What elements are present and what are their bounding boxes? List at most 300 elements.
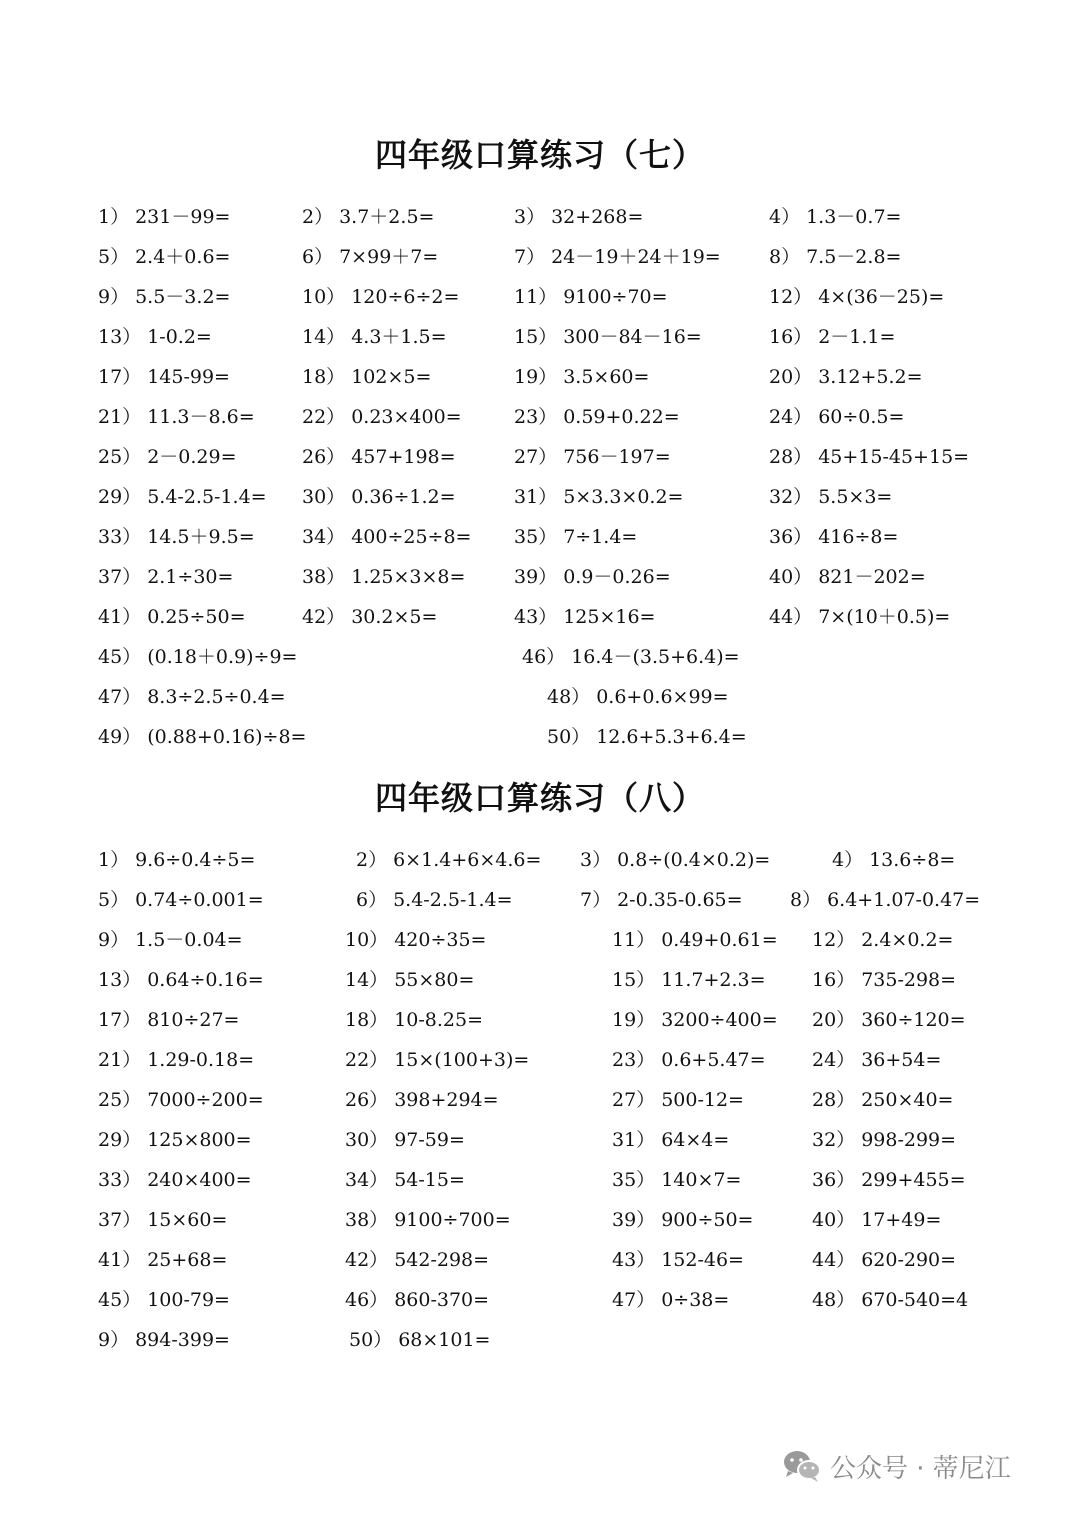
exercise-number: 43） bbox=[612, 1249, 656, 1271]
exercise-number: 40） bbox=[769, 566, 813, 588]
exercise-expression: 54-15= bbox=[394, 1169, 465, 1191]
exercise-number: 28） bbox=[769, 446, 813, 468]
exercise-item bbox=[98, 325, 212, 349]
exercise-item bbox=[302, 485, 456, 509]
exercise-expression: 810÷27= bbox=[147, 1009, 240, 1031]
exercise-number: 50） bbox=[349, 1329, 393, 1351]
exercise-number: 2） bbox=[302, 206, 334, 228]
exercise-expression: 36+54= bbox=[861, 1049, 942, 1071]
exercise-expression: 2.1÷30= bbox=[147, 566, 234, 588]
exercise-item bbox=[514, 205, 643, 229]
exercise-item bbox=[547, 685, 729, 709]
exercise-item bbox=[812, 1088, 953, 1112]
exercise-expression: 0.25÷50= bbox=[147, 606, 246, 628]
exercise-expression: 12.6+5.3+6.4= bbox=[596, 726, 747, 748]
exercise-expression: 670-540=4 bbox=[861, 1289, 969, 1311]
exercise-expression: 542-298= bbox=[394, 1249, 490, 1271]
exercise-item bbox=[98, 485, 267, 509]
exercise-item bbox=[98, 1328, 230, 1352]
exercise-item bbox=[356, 848, 541, 872]
exercise-item bbox=[812, 1008, 966, 1032]
section-title-8: 四年级口算练习（八） bbox=[374, 779, 705, 817]
exercise-item bbox=[98, 605, 246, 629]
exercise-number: 16） bbox=[812, 969, 856, 991]
exercise-expression: 5.4-2.5-1.4= bbox=[393, 889, 513, 911]
exercise-expression: 120÷6÷2= bbox=[351, 286, 460, 308]
exercise-number: 8） bbox=[769, 246, 801, 268]
exercise-item bbox=[514, 485, 683, 509]
exercise-item bbox=[812, 1128, 956, 1152]
exercise-number: 3） bbox=[580, 849, 612, 871]
exercise-number: 22） bbox=[302, 406, 346, 428]
exercise-item bbox=[98, 928, 243, 952]
exercise-expression: 231－99= bbox=[135, 206, 231, 228]
exercise-number: 38） bbox=[345, 1209, 389, 1231]
exercise-expression: 145-99= bbox=[147, 366, 230, 388]
exercise-item bbox=[98, 405, 255, 429]
exercise-expression: 55×80= bbox=[394, 969, 475, 991]
exercise-expression: 30.2×5= bbox=[351, 606, 438, 628]
exercise-item bbox=[514, 245, 721, 269]
exercise-item bbox=[514, 285, 668, 309]
exercise-item bbox=[514, 405, 680, 429]
exercise-item bbox=[812, 928, 953, 952]
exercise-item bbox=[302, 325, 447, 349]
exercise-item bbox=[98, 968, 264, 992]
exercise-item bbox=[302, 285, 459, 309]
exercise-number: 32） bbox=[812, 1129, 856, 1151]
exercise-expression: 860-370= bbox=[394, 1289, 490, 1311]
exercise-number: 20） bbox=[812, 1009, 856, 1031]
exercise-expression: 32+268= bbox=[551, 206, 644, 228]
exercise-expression: 400÷25÷8= bbox=[351, 526, 472, 548]
exercise-item bbox=[345, 968, 474, 992]
exercise-expression: 97-59= bbox=[394, 1129, 465, 1151]
exercise-item bbox=[98, 685, 286, 709]
exercise-number: 46） bbox=[522, 646, 566, 668]
exercise-item bbox=[345, 1008, 483, 1032]
exercise-item bbox=[98, 565, 233, 589]
exercise-expression: 60÷0.5= bbox=[818, 406, 905, 428]
exercise-item bbox=[302, 205, 434, 229]
exercise-expression: 5.4-2.5-1.4= bbox=[147, 486, 267, 508]
exercise-item bbox=[345, 1248, 489, 1272]
exercise-item bbox=[356, 888, 513, 912]
exercise-expression: 300－84－16= bbox=[563, 326, 702, 348]
exercise-number: 5） bbox=[98, 889, 130, 911]
exercise-number: 29） bbox=[98, 486, 142, 508]
exercise-item bbox=[302, 525, 471, 549]
exercise-number: 13） bbox=[98, 326, 142, 348]
exercise-expression: 250×40= bbox=[861, 1089, 954, 1111]
exercise-expression: 998-299= bbox=[861, 1129, 957, 1151]
exercise-expression: 3.12+5.2= bbox=[818, 366, 923, 388]
exercise-number: 34） bbox=[302, 526, 346, 548]
exercise-number: 11） bbox=[514, 286, 558, 308]
exercise-item bbox=[302, 565, 465, 589]
exercise-item bbox=[514, 525, 637, 549]
exercise-number: 31） bbox=[514, 486, 558, 508]
exercise-item bbox=[769, 565, 926, 589]
watermark-text: 公众号 · 蒂尼江 bbox=[830, 1453, 1011, 1484]
exercise-expression: 240×400= bbox=[147, 1169, 252, 1191]
exercise-number: 1） bbox=[98, 206, 130, 228]
exercise-expression: 5.5×3= bbox=[818, 486, 893, 508]
exercise-number: 4） bbox=[832, 849, 864, 871]
exercise-expression: 2－1.1= bbox=[818, 326, 896, 348]
exercise-item bbox=[98, 1168, 252, 1192]
exercise-item bbox=[98, 245, 230, 269]
exercise-item bbox=[349, 1328, 490, 1352]
exercise-number: 17） bbox=[98, 1009, 142, 1031]
exercise-expression: 125×800= bbox=[147, 1129, 252, 1151]
exercise-number: 31） bbox=[612, 1129, 656, 1151]
exercise-expression: 900÷50= bbox=[661, 1209, 754, 1231]
exercise-item bbox=[612, 1088, 744, 1112]
exercise-expression: 0.6+5.47= bbox=[661, 1049, 766, 1071]
exercise-item bbox=[514, 605, 655, 629]
exercise-expression: 457+198= bbox=[351, 446, 456, 468]
exercise-item bbox=[812, 1208, 941, 1232]
exercise-number: 13） bbox=[98, 969, 142, 991]
exercise-number: 48） bbox=[547, 686, 591, 708]
exercise-number: 21） bbox=[98, 406, 142, 428]
exercise-number: 23） bbox=[514, 406, 558, 428]
exercise-item bbox=[769, 405, 904, 429]
exercise-number: 1） bbox=[98, 849, 130, 871]
exercise-expression: 45+15-45+15= bbox=[818, 446, 970, 468]
exercise-expression: 756－197= bbox=[563, 446, 671, 468]
exercise-item bbox=[302, 365, 431, 389]
exercise-number: 14） bbox=[302, 326, 346, 348]
exercise-item bbox=[612, 1048, 766, 1072]
exercise-number: 33） bbox=[98, 1169, 142, 1191]
exercise-item bbox=[98, 1128, 252, 1152]
exercise-number: 38） bbox=[302, 566, 346, 588]
exercise-expression: 3.7＋2.5= bbox=[339, 206, 435, 228]
exercise-number: 27） bbox=[612, 1089, 656, 1111]
exercise-number: 23） bbox=[612, 1049, 656, 1071]
exercise-number: 44） bbox=[812, 1249, 856, 1271]
exercise-item bbox=[98, 1088, 264, 1112]
exercise-item bbox=[302, 605, 437, 629]
exercise-expression: 0.23×400= bbox=[351, 406, 462, 428]
exercise-number: 24） bbox=[769, 406, 813, 428]
exercise-expression: 1.5－0.04= bbox=[135, 929, 243, 951]
exercise-expression: 0÷38= bbox=[661, 1289, 730, 1311]
exercise-number: 43） bbox=[514, 606, 558, 628]
exercise-number: 26） bbox=[345, 1089, 389, 1111]
exercise-expression: 11.3－8.6= bbox=[147, 406, 255, 428]
exercise-item bbox=[612, 1128, 729, 1152]
exercise-expression: 10-8.25= bbox=[394, 1009, 484, 1031]
exercise-expression: 0.6+0.6×99= bbox=[596, 686, 729, 708]
exercise-expression: 1.25×3×8= bbox=[351, 566, 466, 588]
exercise-expression: 0.8÷(0.4×0.2)= bbox=[617, 849, 771, 871]
exercise-expression: 16.4－(3.5+6.4)= bbox=[571, 646, 740, 668]
exercise-number: 37） bbox=[98, 566, 142, 588]
exercise-expression: 3200÷400= bbox=[661, 1009, 778, 1031]
exercise-number: 14） bbox=[345, 969, 389, 991]
exercise-number: 6） bbox=[356, 889, 388, 911]
exercise-number: 35） bbox=[514, 526, 558, 548]
exercise-expression: 0.74÷0.001= bbox=[135, 889, 264, 911]
exercise-expression: 15×(100+3)= bbox=[394, 1049, 530, 1071]
exercise-number: 30） bbox=[345, 1129, 389, 1151]
exercise-number: 19） bbox=[514, 366, 558, 388]
exercise-item bbox=[98, 1288, 230, 1312]
exercise-number: 10） bbox=[345, 929, 389, 951]
exercise-expression: 125×16= bbox=[563, 606, 656, 628]
exercise-expression: 5.5－3.2= bbox=[135, 286, 231, 308]
exercise-item bbox=[769, 445, 969, 469]
exercise-item bbox=[98, 205, 230, 229]
exercise-expression: 821－202= bbox=[818, 566, 926, 588]
exercise-item bbox=[345, 1048, 529, 1072]
exercise-number: 40） bbox=[812, 1209, 856, 1231]
exercise-expression: 0.36÷1.2= bbox=[351, 486, 456, 508]
exercise-expression: 4.3＋1.5= bbox=[351, 326, 447, 348]
exercise-expression: 2-0.35-0.65= bbox=[617, 889, 743, 911]
exercise-number: 19） bbox=[612, 1009, 656, 1031]
exercise-number: 45） bbox=[98, 1289, 142, 1311]
exercise-number: 44） bbox=[769, 606, 813, 628]
exercise-number: 33） bbox=[98, 526, 142, 548]
exercise-expression: 1.29-0.18= bbox=[147, 1049, 255, 1071]
exercise-item bbox=[547, 725, 747, 749]
exercise-item bbox=[514, 565, 671, 589]
exercise-number: 24） bbox=[812, 1049, 856, 1071]
exercise-expression: 64×4= bbox=[661, 1129, 730, 1151]
exercise-expression: 17+49= bbox=[861, 1209, 942, 1231]
exercise-item bbox=[345, 1088, 499, 1112]
exercise-expression: 9100÷700= bbox=[394, 1209, 511, 1231]
exercise-item bbox=[345, 928, 486, 952]
exercise-expression: 299+455= bbox=[861, 1169, 966, 1191]
exercise-expression: 735-298= bbox=[861, 969, 957, 991]
exercise-expression: 25+68= bbox=[147, 1249, 228, 1271]
exercise-expression: 1-0.2= bbox=[147, 326, 212, 348]
exercise-item bbox=[612, 928, 778, 952]
exercise-number: 27） bbox=[514, 446, 558, 468]
exercise-number: 10） bbox=[302, 286, 346, 308]
exercise-item bbox=[580, 888, 743, 912]
exercise-item bbox=[98, 445, 237, 469]
exercise-number: 35） bbox=[612, 1169, 656, 1191]
exercise-number: 9） bbox=[98, 1329, 130, 1351]
exercise-item bbox=[98, 1248, 227, 1272]
exercise-item bbox=[812, 968, 956, 992]
exercise-item bbox=[98, 848, 255, 872]
exercise-expression: 0.59+0.22= bbox=[563, 406, 680, 428]
exercise-item bbox=[612, 1208, 753, 1232]
exercise-number: 25） bbox=[98, 1089, 142, 1111]
exercise-expression: 24－19＋24＋19= bbox=[551, 246, 721, 268]
exercise-expression: 4×(36－25)= bbox=[818, 286, 945, 308]
exercise-item bbox=[98, 365, 230, 389]
exercise-number: 45） bbox=[98, 646, 142, 668]
exercise-number: 15） bbox=[514, 326, 558, 348]
exercise-number: 41） bbox=[98, 1249, 142, 1271]
exercise-expression: 102×5= bbox=[351, 366, 432, 388]
exercise-item bbox=[302, 245, 438, 269]
exercise-item bbox=[345, 1168, 465, 1192]
exercise-number: 12） bbox=[812, 929, 856, 951]
exercise-number: 48） bbox=[812, 1289, 856, 1311]
section-title-7: 四年级口算练习（七） bbox=[374, 136, 705, 174]
exercise-item bbox=[812, 1048, 941, 1072]
exercise-item bbox=[98, 285, 230, 309]
exercise-number: 34） bbox=[345, 1169, 389, 1191]
exercise-item bbox=[612, 1168, 741, 1192]
exercise-expression: 8.3÷2.5÷0.4= bbox=[147, 686, 286, 708]
exercise-item bbox=[514, 445, 671, 469]
exercise-item bbox=[98, 888, 264, 912]
wechat-icon bbox=[782, 1449, 822, 1483]
exercise-item bbox=[522, 645, 740, 669]
exercise-item bbox=[612, 1008, 778, 1032]
exercise-expression: 0.49+0.61= bbox=[661, 929, 778, 951]
exercise-item bbox=[790, 888, 980, 912]
exercise-expression: 3.5×60= bbox=[563, 366, 650, 388]
exercise-expression: 7×99＋7= bbox=[339, 246, 439, 268]
exercise-item bbox=[612, 1288, 729, 1312]
exercise-number: 9） bbox=[98, 286, 130, 308]
exercise-number: 36） bbox=[769, 526, 813, 548]
exercise-item bbox=[812, 1248, 956, 1272]
exercise-number: 32） bbox=[769, 486, 813, 508]
exercise-number: 7） bbox=[514, 246, 546, 268]
exercise-item bbox=[345, 1288, 489, 1312]
exercise-number: 17） bbox=[98, 366, 142, 388]
exercise-number: 7） bbox=[580, 889, 612, 911]
exercise-number: 50） bbox=[547, 726, 591, 748]
exercise-item bbox=[98, 1048, 254, 1072]
exercise-item bbox=[514, 325, 702, 349]
exercise-item bbox=[812, 1288, 968, 1312]
exercise-item bbox=[769, 245, 901, 269]
exercise-number: 28） bbox=[812, 1089, 856, 1111]
exercise-number: 6） bbox=[302, 246, 334, 268]
exercise-number: 42） bbox=[345, 1249, 389, 1271]
exercise-item bbox=[769, 325, 895, 349]
exercise-number: 49） bbox=[98, 726, 142, 748]
exercise-item bbox=[612, 1248, 744, 1272]
exercise-expression: 0.9－0.26= bbox=[563, 566, 671, 588]
exercise-expression: 9100÷70= bbox=[563, 286, 668, 308]
exercise-expression: 416÷8= bbox=[818, 526, 899, 548]
exercise-number: 5） bbox=[98, 246, 130, 268]
exercise-number: 11） bbox=[612, 929, 656, 951]
exercise-item bbox=[769, 525, 898, 549]
exercise-expression: 420÷35= bbox=[394, 929, 487, 951]
exercise-item bbox=[769, 285, 944, 309]
exercise-item bbox=[302, 405, 462, 429]
exercise-number: 46） bbox=[345, 1289, 389, 1311]
exercise-expression: (0.88+0.16)÷8= bbox=[147, 726, 307, 748]
exercise-expression: 9.6÷0.4÷5= bbox=[135, 849, 256, 871]
exercise-expression: 7.5－2.8= bbox=[806, 246, 902, 268]
exercise-expression: (0.18＋0.9)÷9= bbox=[147, 646, 298, 668]
exercise-number: 39） bbox=[514, 566, 558, 588]
exercise-item bbox=[98, 525, 255, 549]
exercise-number: 4） bbox=[769, 206, 801, 228]
exercise-expression: 7×(10＋0.5)= bbox=[818, 606, 951, 628]
exercise-expression: 1.3－0.7= bbox=[806, 206, 902, 228]
exercise-item bbox=[769, 485, 892, 509]
exercise-number: 21） bbox=[98, 1049, 142, 1071]
exercise-item bbox=[302, 445, 456, 469]
watermark bbox=[782, 1446, 1011, 1486]
exercise-expression: 620-290= bbox=[861, 1249, 957, 1271]
exercise-number: 20） bbox=[769, 366, 813, 388]
exercise-expression: 7÷1.4= bbox=[563, 526, 638, 548]
exercise-expression: 11.7+2.3= bbox=[661, 969, 766, 991]
exercise-item bbox=[98, 645, 297, 669]
exercise-expression: 140×7= bbox=[661, 1169, 742, 1191]
exercise-item bbox=[514, 365, 649, 389]
exercise-expression: 2－0.29= bbox=[147, 446, 237, 468]
exercise-item bbox=[98, 725, 306, 749]
exercise-item bbox=[769, 365, 923, 389]
exercise-number: 9） bbox=[98, 929, 130, 951]
exercise-expression: 13.6÷8= bbox=[869, 849, 956, 871]
exercise-number: 16） bbox=[769, 326, 813, 348]
exercise-number: 15） bbox=[612, 969, 656, 991]
exercise-expression: 14.5＋9.5= bbox=[147, 526, 255, 548]
exercise-item bbox=[98, 1208, 227, 1232]
exercise-expression: 2.4×0.2= bbox=[861, 929, 954, 951]
exercise-number: 18） bbox=[345, 1009, 389, 1031]
exercise-number: 39） bbox=[612, 1209, 656, 1231]
exercise-expression: 894-399= bbox=[135, 1329, 230, 1351]
exercise-number: 2） bbox=[356, 849, 388, 871]
exercise-number: 36） bbox=[812, 1169, 856, 1191]
exercise-number: 47） bbox=[612, 1289, 656, 1311]
exercise-number: 47） bbox=[98, 686, 142, 708]
exercise-number: 41） bbox=[98, 606, 142, 628]
exercise-item bbox=[812, 1168, 966, 1192]
exercise-number: 18） bbox=[302, 366, 346, 388]
exercise-item bbox=[580, 848, 770, 872]
exercise-expression: 398+294= bbox=[394, 1089, 499, 1111]
exercise-expression: 500-12= bbox=[661, 1089, 744, 1111]
exercise-number: 3） bbox=[514, 206, 546, 228]
exercise-expression: 0.64÷0.16= bbox=[147, 969, 264, 991]
exercise-expression: 2.4＋0.6= bbox=[135, 246, 231, 268]
exercise-expression: 152-46= bbox=[661, 1249, 744, 1271]
exercise-number: 25） bbox=[98, 446, 142, 468]
exercise-expression: 100-79= bbox=[147, 1289, 230, 1311]
exercise-number: 37） bbox=[98, 1209, 142, 1231]
exercise-expression: 6×1.4+6×4.6= bbox=[393, 849, 542, 871]
exercise-number: 29） bbox=[98, 1129, 142, 1151]
exercise-number: 22） bbox=[345, 1049, 389, 1071]
exercise-item bbox=[612, 968, 766, 992]
exercise-number: 8） bbox=[790, 889, 822, 911]
exercise-expression: 6.4+1.07-0.47= bbox=[827, 889, 981, 911]
exercise-number: 42） bbox=[302, 606, 346, 628]
exercise-number: 26） bbox=[302, 446, 346, 468]
exercise-item bbox=[769, 205, 901, 229]
exercise-expression: 15×60= bbox=[147, 1209, 228, 1231]
exercise-expression: 7000÷200= bbox=[147, 1089, 264, 1111]
exercise-item bbox=[345, 1128, 465, 1152]
exercise-expression: 5×3.3×0.2= bbox=[563, 486, 684, 508]
exercise-expression: 68×101= bbox=[398, 1329, 491, 1351]
exercise-item bbox=[832, 848, 955, 872]
exercise-item bbox=[769, 605, 950, 629]
